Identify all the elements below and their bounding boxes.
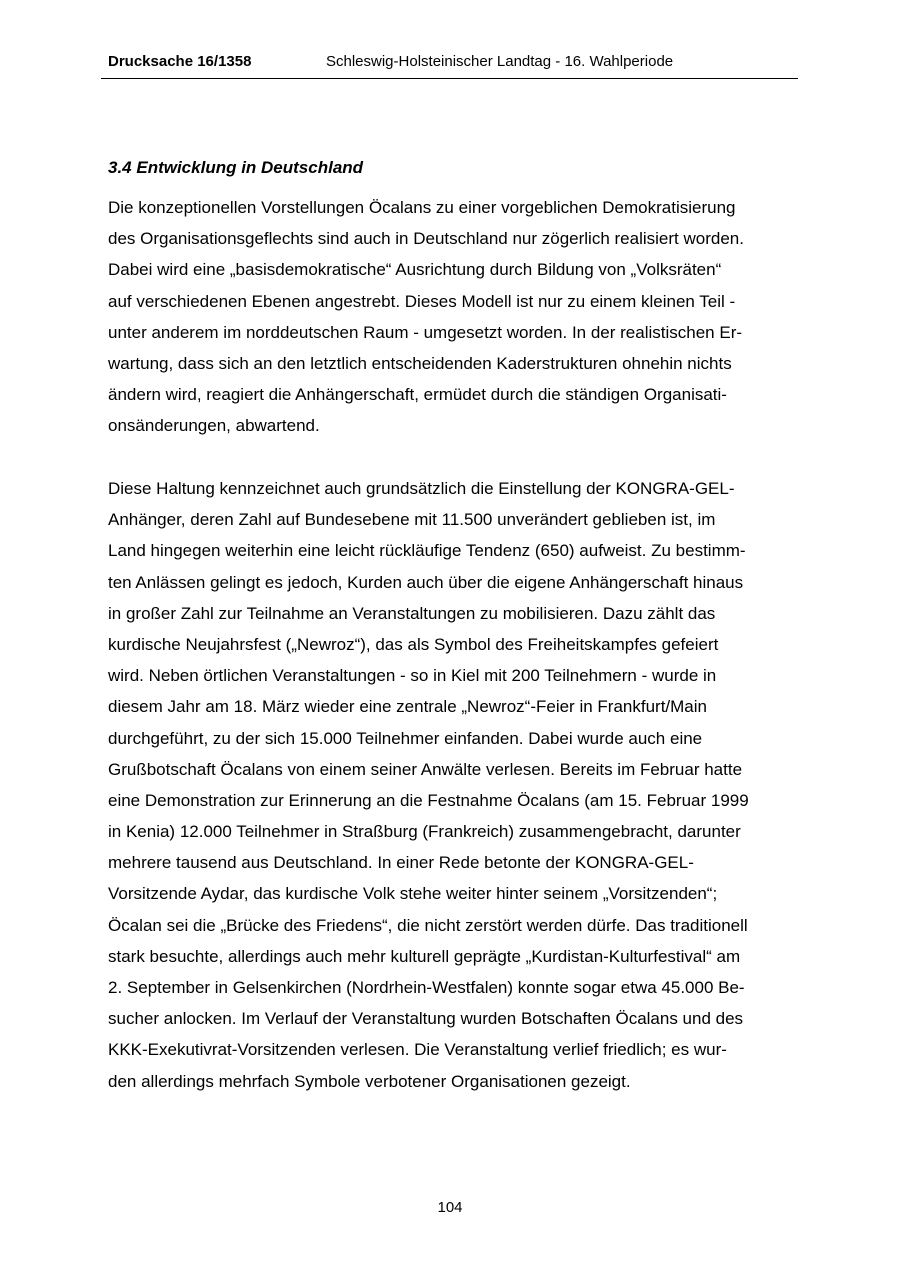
document-number: Drucksache 16/1358 — [108, 53, 252, 70]
text-line: KKK-Exekutivrat-Vorsitzenden verlesen. Die Veranstaltung verlief friedlich; es wur- — [108, 1040, 727, 1060]
text-line: diesem Jahr am 18. März wieder eine zentrale „Newroz“-Feier in Frankfurt/Main — [108, 697, 707, 717]
document-title: Schleswig-Holsteinischer Landtag - 16. Wahlperiode — [326, 53, 674, 70]
text-line: des Organisationsgeflechts sind auch in Deutschland nur zögerlich realisiert worden. — [108, 229, 744, 249]
text-line: Vorsitzende Aydar, das kurdische Volk stehe weiter hinter seinem „Vorsitzenden“; — [108, 884, 718, 904]
text-line: Land hingegen weiterhin eine leicht rückläufige Tendenz (650) aufweist. Zu bestimm- — [108, 541, 746, 561]
text-line: Anhänger, deren Zahl auf Bundesebene mit 11.500 unverändert geblieben ist, im — [108, 510, 716, 530]
text-line: Dabei wird eine „basisdemokratische“ Ausrichtung durch Bildung von „Volksräten“ — [108, 260, 722, 280]
text-line: unter anderem im norddeutschen Raum - umgesetzt worden. In der realistischen Er- — [108, 322, 743, 342]
text-line: in Kenia) 12.000 Teilnehmer in Straßburg (Frankreich) zusammengebracht, darunter — [108, 822, 741, 842]
text-line: wird. Neben örtlichen Veranstaltungen - so in Kiel mit 200 Teilnehmern - wurde in — [108, 666, 717, 686]
text-line: ten Anlässen gelingt es jedoch, Kurden auch über die eigene Anhängerschaft hinaus — [108, 572, 744, 592]
text-line: Öcalan sei die „Brücke des Friedens“, die nicht zerstört werden dürfe. Das traditionell — [108, 915, 748, 935]
text-line: in großer Zahl zur Teilnahme an Veranstaltungen zu mobilisieren. Dazu zählt das — [108, 603, 716, 623]
page-number: 104 — [437, 1199, 463, 1216]
text-line: Die konzeptionellen Vorstellungen Öcalans zu einer vorgeblichen Demokratisierung — [108, 198, 736, 217]
text-line: wartung, dass sich an den letztlich entscheidenden Kaderstrukturen ohnehin nichts — [108, 353, 732, 373]
text-line: ändern wird, reagiert die Anhängerschaft, ermüdet durch die ständigen Organisati- — [108, 385, 727, 405]
text-line: onsänderungen, abwartend. — [108, 416, 320, 436]
text-line: auf verschiedenen Ebenen angestrebt. Dieses Modell ist nur zu einem kleinen Teil - — [108, 291, 736, 311]
text-line: kurdische Neujahrsfest („Newroz“), das als Symbol des Freiheitskampfes gefeiert — [108, 634, 719, 654]
text-line: den allerdings mehrfach Symbole verbotener Organisationen gezeigt. — [108, 1071, 631, 1091]
text-line: stark besuchte, allerdings auch mehr kulturell geprägte „Kurdistan-Kulturfestival“ am — [108, 946, 741, 966]
text-line: sucher anlocken. Im Verlauf der Veranstaltung wurden Botschaften Öcalans und des — [108, 1009, 744, 1029]
paragraph-1 — [108, 192, 808, 442]
text-line: Grußbotschaft Öcalans von einem seiner Anwälte verlesen. Bereits im Februar hatte — [108, 759, 743, 779]
text-line: durchgeführt, zu der sich 15.000 Teilnehmer einfanden. Dabei wurde auch eine — [108, 728, 703, 748]
text-line: mehrere tausend aus Deutschland. In einer Rede betonte der KONGRA-GEL- — [108, 853, 694, 873]
text-line: eine Demonstration zur Erinnerung an die Festnahme Öcalans (am 15. Februar 1999 — [108, 790, 749, 810]
page-header — [101, 52, 798, 79]
section-heading: 3.4 Entwicklung in Deutschland — [108, 158, 364, 177]
text-line: 2. September in Gelsenkirchen (Nordrhein-Westfalen) konnte sogar etwa 45.000 Be- — [108, 978, 745, 997]
text-line: Diese Haltung kennzeichnet auch grundsätzlich die Einstellung der KONGRA-GEL- — [108, 479, 735, 498]
paragraph-2 — [108, 473, 808, 1097]
